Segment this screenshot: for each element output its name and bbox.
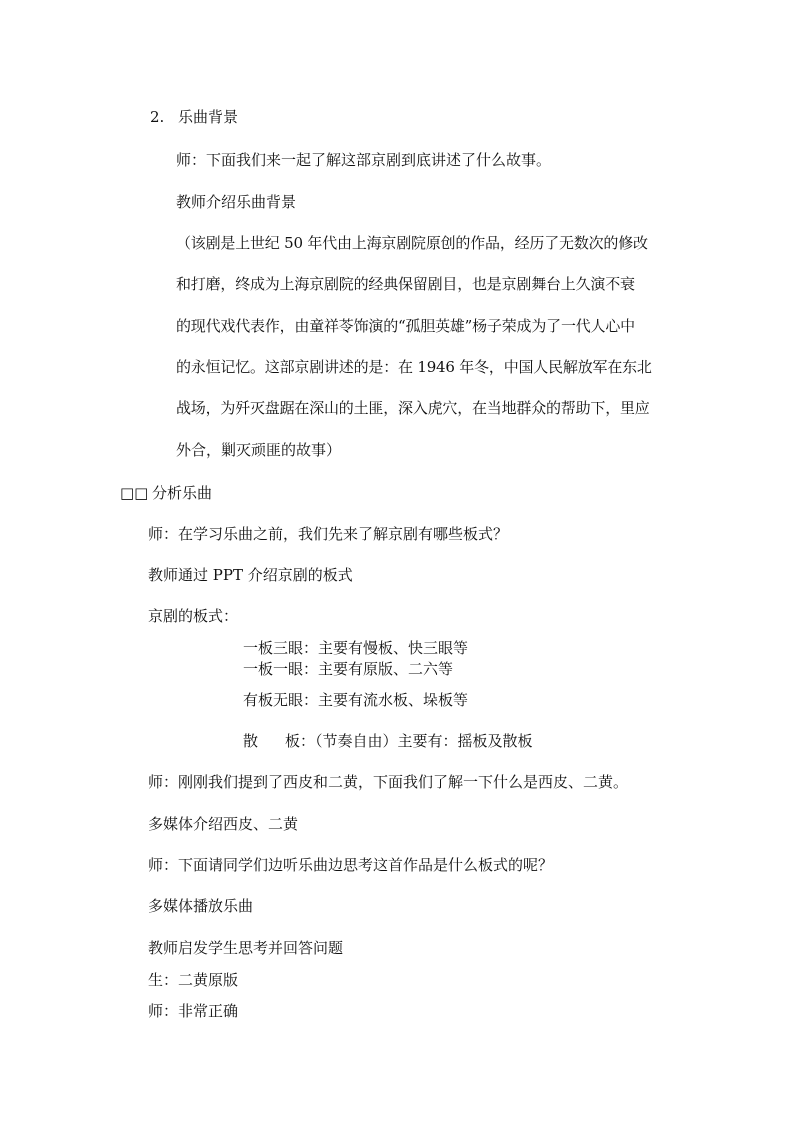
section-title: 分析乐曲: [152, 484, 213, 502]
banshi-item: 一板三眼：主要有慢板、快三眼等: [243, 639, 469, 657]
banshi-item-sanban: [243, 731, 533, 751]
paragraph: 师：非常正确: [148, 1002, 239, 1020]
paragraph-banshi-label: 京剧的板式：: [148, 607, 239, 625]
background-line: 和打磨，终成为上海京剧院的经典保留剧目，也是京剧舞台上久演不衰: [176, 275, 635, 293]
section-number: □□: [120, 484, 149, 502]
banshi-item: 一板一眼：主要有原版、二六等: [243, 660, 454, 678]
paragraph-question: 师：在学习乐曲之前，我们先来了解京剧有哪些板式？: [148, 525, 509, 543]
paragraph: 多媒体播放乐曲: [148, 897, 254, 915]
paragraph: 多媒体介绍西皮、二黄: [148, 815, 299, 833]
paragraph: 师：下面请同学们边听乐曲边思考这首作品是什么板式的呢？: [148, 856, 554, 874]
background-line: （该剧是上世纪 50 年代由上海京剧院原创的作品，经历了无数次的修改: [176, 234, 648, 252]
paragraph-background-intro: 教师介绍乐曲背景: [176, 193, 297, 211]
paragraph-ppt: 教师通过 PPT 介绍京剧的板式: [148, 566, 353, 584]
paragraph: 生：二黄原版: [148, 971, 239, 989]
paragraph: 教师启发学生思考并回答问题: [148, 939, 344, 957]
paragraph: 师：刚刚我们提到了西皮和二黄，下面我们了解一下什么是西皮、二黄。: [148, 773, 629, 791]
paragraph-teacher-intro: 师：下面我们来一起了解这部京剧到底讲述了什么故事。: [176, 151, 552, 169]
sanban-right: 板：（节奏自由）主要有：摇板及散板: [285, 732, 533, 750]
banshi-item: 有板无眼：主要有流水板、垛板等: [243, 691, 469, 709]
section-title: 乐曲背景: [178, 108, 239, 126]
background-line: 外合，剿灭顽匪的故事）: [176, 441, 342, 459]
sanban-left: 散: [243, 732, 259, 750]
section-number: 2.: [150, 108, 165, 126]
background-line: 战场，为歼灭盘踞在深山的土匪，深入虎穴，在当地群众的帮助下，里应: [176, 399, 650, 417]
background-line: 的永恒记忆。这部京剧讲述的是：在 1946 年冬，中国人民解放军在东北: [176, 358, 652, 376]
background-line: 的现代戏代表作，由童祥苓饰演的“孤胆英雄”杨子荣成为了一代人心中: [176, 317, 635, 335]
